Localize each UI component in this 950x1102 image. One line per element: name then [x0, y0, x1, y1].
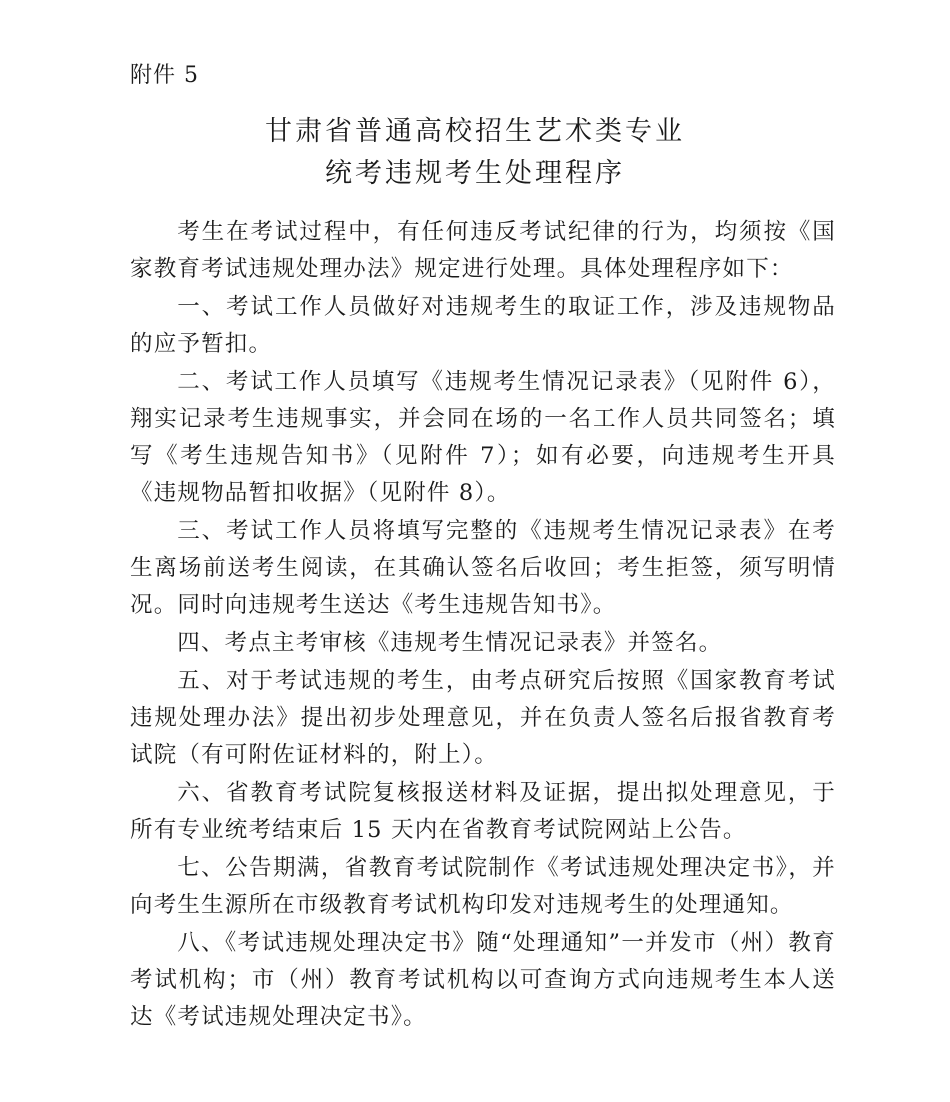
procedure-step-3: 三、考试工作人员将填写完整的《违规考生情况记录表》在考生离场前送考生阅读，在其确认签名后收回；考生拒签，须写明情况。同时向违规考生送达《考生违规告知书》。	[130, 518, 836, 618]
procedure-step-1: 一、考试工作人员做好对违规考生的取证工作，涉及违规物品的应予暂扣。	[130, 294, 836, 357]
intro-paragraph: 考生在考试过程中，有任何违反考试纪律的行为，均须按《国家教育考试违规处理办法》规定进行处理。具体处理程序如下：	[130, 219, 836, 282]
document-title-line-2: 统考违规考生处理程序	[325, 158, 625, 189]
procedure-step-2: 二、考试工作人员填写《违规考生情况记录表》（见附件 6），翔实记录考生违规事实，并会同在场的一名工作人员共同签名；填写《考生违规告知书》（见附件 7）；如有必要，向违规考生开具《违规物品暂扣收据》（见附件 8）。	[130, 369, 836, 506]
procedure-step-8: 八、《考试违规处理决定书》随“处理通知”一并发市（州）教育考试机构；市（州）教育考试机构以可查询方式向违规考生本人送达《考试违规处理决定书》。	[130, 930, 836, 1030]
attachment-label: 附件 5	[130, 63, 199, 88]
procedure-step-5: 五、对于考试违规的考生，由考点研究后按照《国家教育考试违规处理办法》提出初步处理意见，并在负责人签名后报省教育考试院（有可附佐证材料的，附上）。	[130, 668, 836, 768]
document-body	[130, 214, 836, 1036]
procedure-step-4: 四、考点主考审核《违规考生情况记录表》并签名。	[177, 630, 723, 656]
document-title-line-1: 甘肃省普通高校招生艺术类专业	[265, 116, 685, 147]
procedure-step-7: 七、公告期满，省教育考试院制作《考试违规处理决定书》，并向考生生源所在市级教育考试机构印发对违规考生的处理通知。	[130, 855, 836, 918]
procedure-step-6: 六、省教育考试院复核报送材料及证据，提出拟处理意见，于所有专业统考结束后 15 天内在省教育考试院网站上公告。	[130, 780, 836, 843]
